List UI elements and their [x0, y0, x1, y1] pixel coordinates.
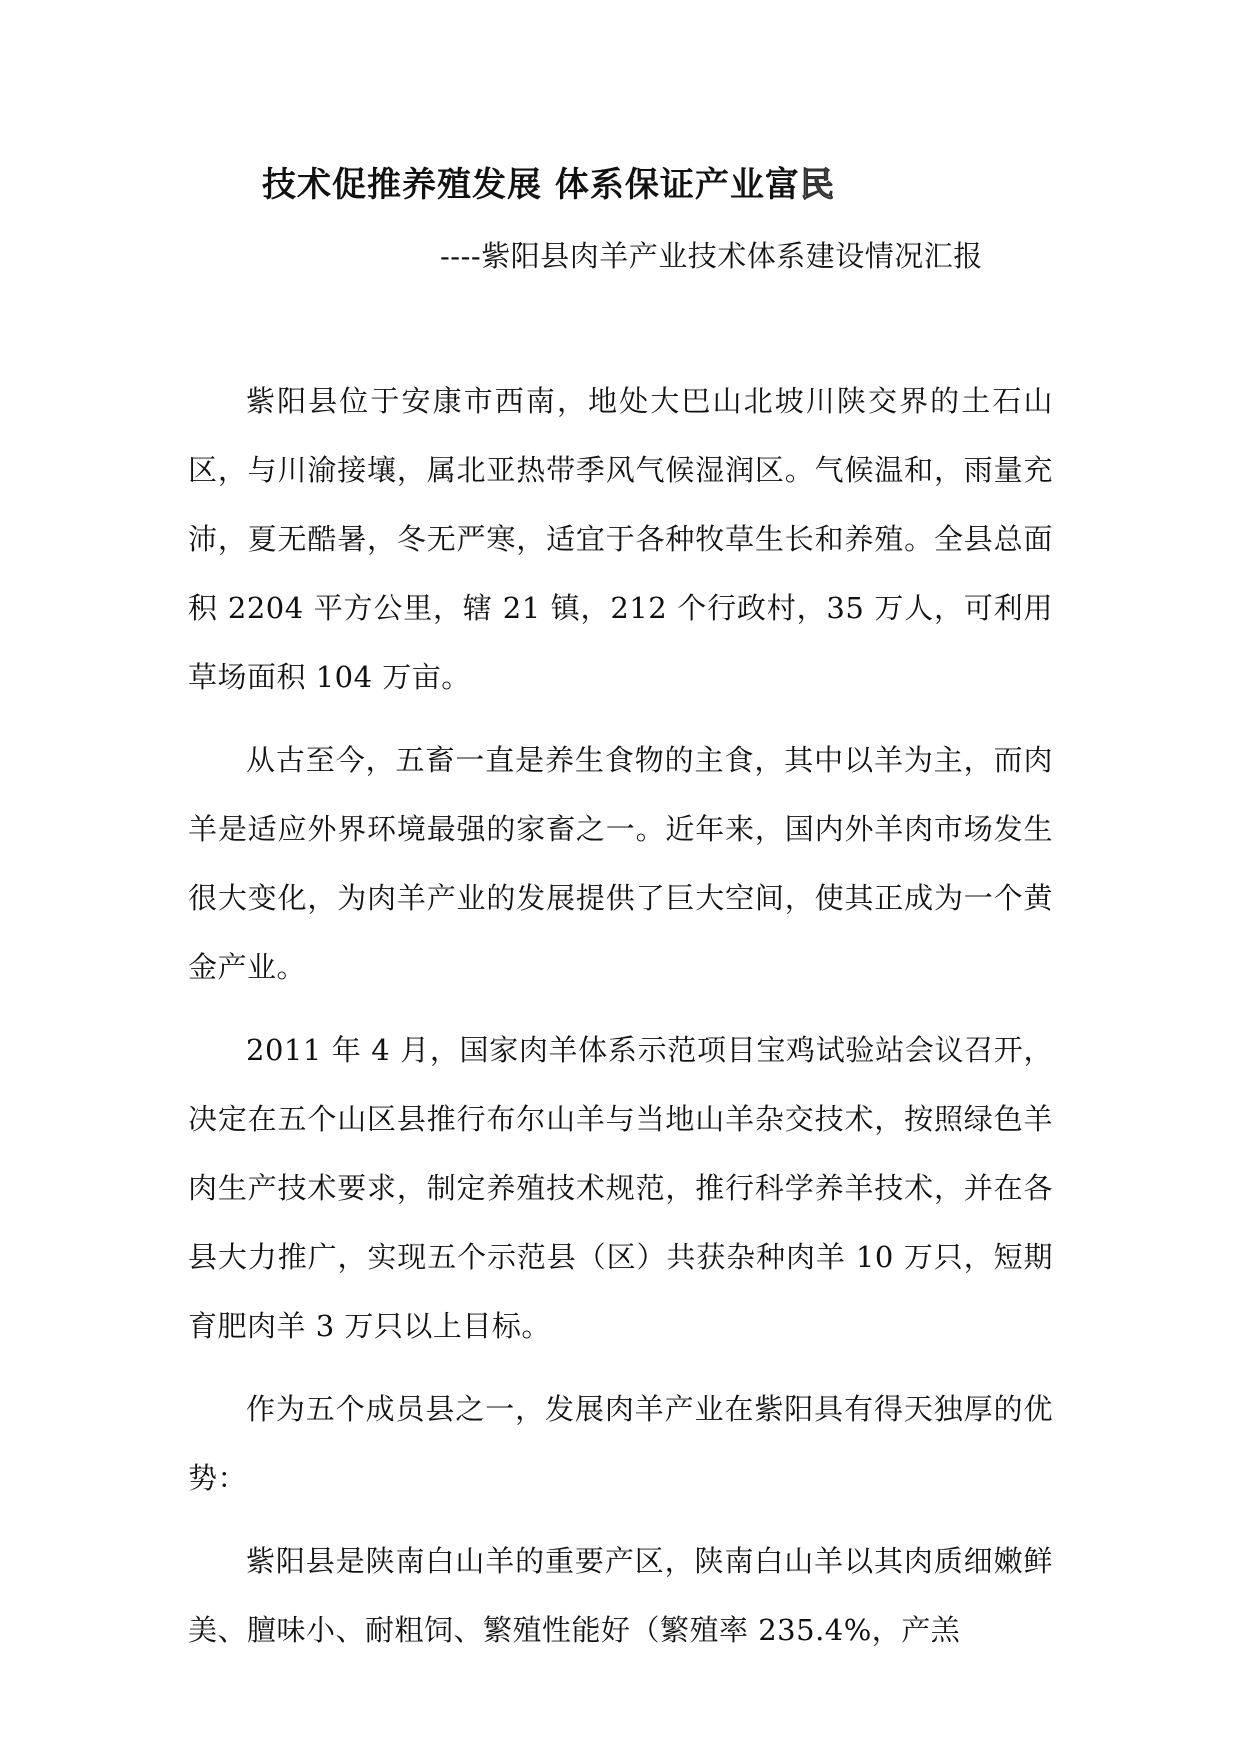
paragraph: 从古至今，五畜一直是养生食物的主食，其中以羊为主，而肉羊是适应外界环境最强的家畜之一。近年来，国内外羊肉市场发生很大变化，为肉羊产业的发展提供了巨大空间，使其正成为一个黄金产业。	[188, 743, 1053, 984]
paragraph: 作为五个成员县之一，发展肉羊产业在紫阳具有得天独厚的优势：	[188, 1392, 1053, 1495]
paragraph: 2011 年 4 月，国家肉羊体系示范项目宝鸡试验站会议召开，决定在五个山区县推行布尔山羊与当地山羊杂交技术，按照绿色羊肉生产技术要求，制定养殖技术规范，推行科学养羊技术，并在各县大力推广，实现五个示范县（区）共获杂种肉羊 10 万只，短期育肥肉羊 3 万只以上目标。	[188, 1033, 1053, 1343]
paragraph: 紫阳县是陕南白山羊的重要产区，陕南白山羊以其肉质细嫩鲜美、膻味小、耐粗饲、繁殖性能好（繁殖率 235.4%，产羔	[188, 1544, 1053, 1647]
document-body	[188, 367, 1053, 1679]
document-subtitle: ----紫阳县肉羊产业技术体系建设情况汇报	[440, 239, 983, 273]
title-main-text: 技术促推养殖发展 体系保证产业富	[262, 165, 800, 205]
paragraph: 紫阳县位于安康市西南，地处大巴山北坡川陕交界的土石山区，与川渝接壤，属北亚热带季风气候湿润区。气候温和，雨量充沛，夏无酷暑，冬无严寒，适宜于各种牧草生长和养殖。全县总面积 2204 平方公里，辖 21 镇，212 个行政村，35 万人，可利用草场面积 104 万亩。	[188, 384, 1053, 694]
title-last-char: 民	[799, 165, 835, 205]
document-title	[262, 163, 962, 207]
